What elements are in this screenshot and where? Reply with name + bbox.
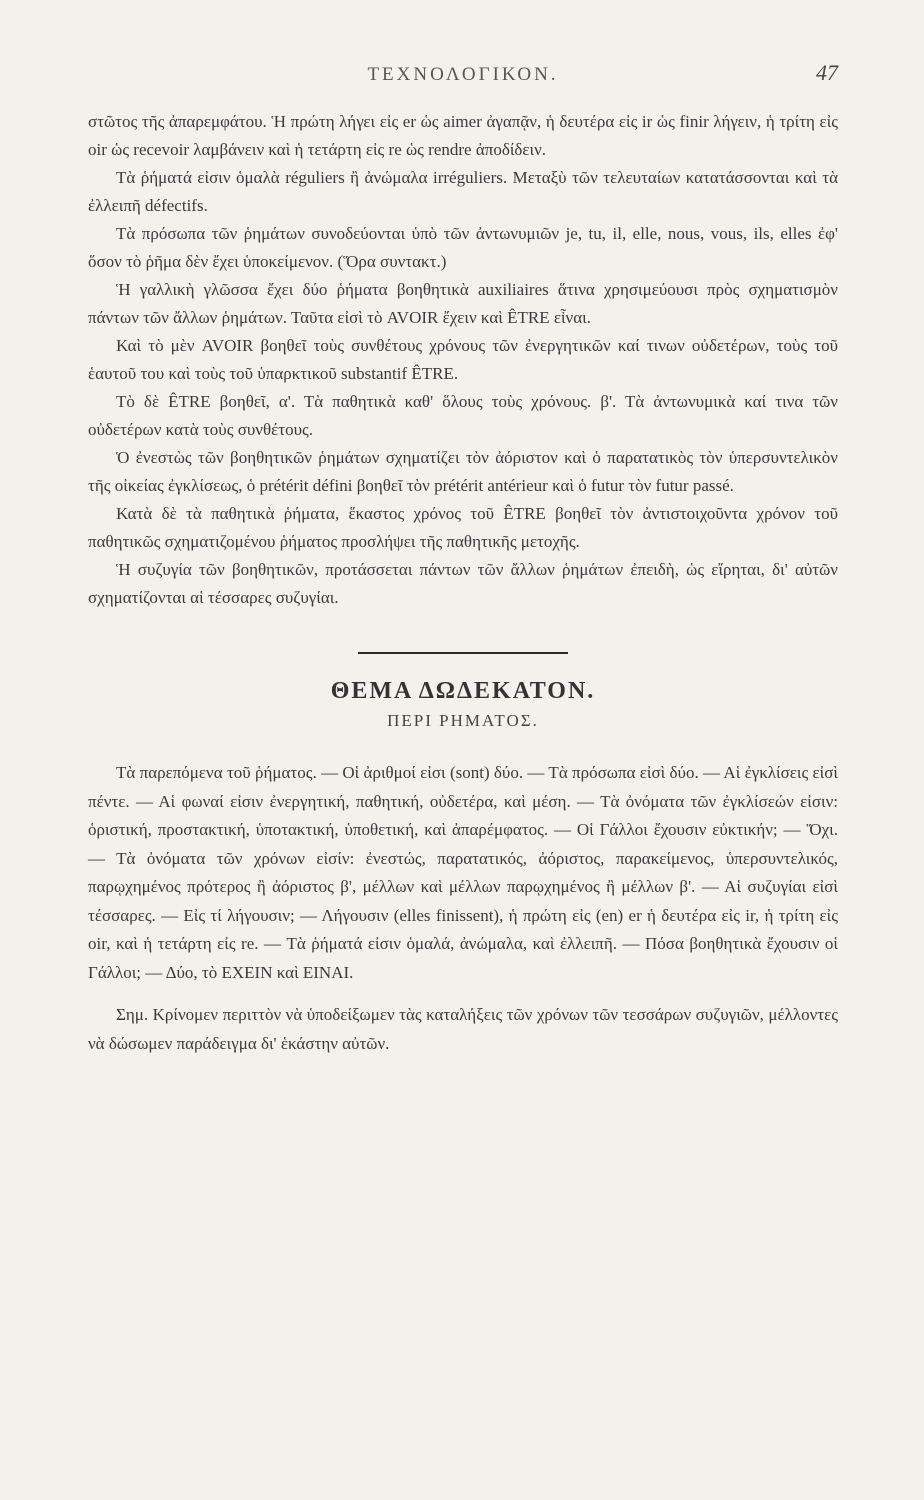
grammar-section <box>88 108 838 612</box>
paragraph: Ἡ γαλλικὴ γλῶσσα ἔχει δύο ῥήματα βοηθητικὰ auxiliaires ἅτινα χρησιμεύουσι πρὸς σχηματισμὸν πάντων τῶν ἄλλων ῥημάτων. Ταῦτα εἰσὶ τὸ AVOIR ἔχειν καὶ ÊTRE εἶναι. <box>88 280 838 327</box>
running-title: ΤΕΧΝΟΛΟΓΙΚΟΝ. <box>367 64 559 85</box>
section-divider <box>358 652 568 654</box>
paragraph: Τὸ δὲ ÊTRE βοηθεῖ, α'. Τὰ παθητικὰ καθ' ὅλους τοὺς χρόνους. β'. Τὰ ἀντωνυμικὰ καί τινα τῶν οὐδετέρων κατὰ τοὺς συνθέτους. <box>88 392 838 439</box>
paragraph: Τὰ πρόσωπα τῶν ῥημάτων συνοδεύονται ὑπὸ τῶν ἀντωνυμιῶν je, tu, il, elle, nous, vous, ils, elles ἐφ' ὅσον τὸ ῥῆμα δὲν ἔχει ὑποκείμενον. (Ὅρα συντακτ.) <box>88 224 838 271</box>
paragraph: Ἡ συζυγία τῶν βοηθητικῶν, προτάσσεται πάντων τῶν ἄλλων ῥημάτων ἐπειδὴ, ὡς εἴρηται, δι' αὐτῶν σχηματίζονται αἱ τέσσαρες συζυγίαι. <box>88 560 838 607</box>
page-number: 47 <box>816 60 838 85</box>
paragraph: Καὶ τὸ μὲν AVOIR βοηθεῖ τοὺς συνθέτους χρόνους τῶν ἐνεργητικῶν καί τινων οὐδετέρων, τοὺς τοῦ ἑαυτοῦ του καὶ τοὺς τοῦ ὑπαρκτικοῦ substantif ÊTRE. <box>88 336 838 383</box>
paragraph: στῶτος τῆς ἀπαρεμφάτου. Ἡ πρώτη λήγει εἰς er ὡς aimer ἀγαπᾷν, ἡ δευτέρα εἰς ir ὡς finir λήγειν, ἡ τρίτη εἰς oir ὡς recevoir λαμβάνειν καὶ ἡ τετάρτη εἰς re ὡς rendre ἀποδίδειν. <box>88 112 838 159</box>
lesson-title: ΘΕΜΑ ΔΩΔΕΚΑΤΟΝ. <box>330 678 596 704</box>
exercise-section <box>88 759 838 1058</box>
paragraph: Τὰ ῥήματά εἰσιν ὁμαλὰ réguliers ἢ ἀνώμαλα irréguliers. Μεταξὺ τῶν τελευταίων κατατάσσονται καὶ τὰ ἐλλειπῆ défectifs. <box>88 168 838 215</box>
lesson-subtitle: ΠΕΡΙ ΡΗΜΑΤΟΣ. <box>387 711 539 730</box>
exercise-text: Τὰ παρεπόμενα τοῦ ῥήματος. — Οἱ ἀριθμοί εἰσι (sont) δύο. — Τὰ πρόσωπα εἰσὶ δύο. — Αἱ ἐγκλίσεις εἰσὶ πέντε. — Αἱ φωναί εἰσιν ἐνεργητική, παθητική, οὐδετέρα, καὶ μέση. — Τὰ ὀνόματα τῶν ἐγκλίσεών εἰσιν: ὁριστική, προστακτική, ὑποτακτική, ὑποθετική, καὶ ἀπαρέμφατος. — Οἱ Γάλλοι ἔχουσιν εὐκτικήν; — Ὄχι. — Τὰ ὀνόματα τῶν χρόνων εἰσίν: ἐνεστώς, παρατατικός, ἀόριστος, παρακείμενος, ὑπερσυντελικός, παρῳχημένος πρότερος ἢ ἀόριστος β', μέλλων καὶ μέλλων παρῳχημένος ἢ μέλλων β'. — Αἱ συζυγίαι εἰσὶ τέσσαρες. — Εἰς τί λήγουσιν; — Λήγουσιν (elles finissent), ἡ πρώτη εἰς (en) er ἡ δευτέρα εἰς ir, ἡ τρίτη εἰς oir, καὶ ἡ τετάρτη εἰς re. — Τὰ ῥήματά εἰσιν ὁμαλά, ἀνώμαλα, καὶ ἐλλειπῆ. — Πόσα βοηθητικὰ ἔχουσιν οἱ Γάλλοι; — Δύο, τὸ ΕΧΕΙΝ καὶ ΕΙΝΑΙ. <box>88 763 838 982</box>
running-head <box>88 60 838 100</box>
footnote: Σημ. Κρίνομεν περιττὸν νὰ ὑποδείξωμεν τὰς καταλήξεις τῶν χρόνων τῶν τεσσάρων συζυγιῶν, μέλλοντες νὰ δώσωμεν παράδειγμα δι' ἑκάστην αὐτῶν. <box>88 1005 838 1053</box>
paragraph: Ὁ ἐνεστὼς τῶν βοηθητικῶν ῥημάτων σχηματίζει τὸν ἀόριστον καὶ ὁ παρατατικὸς τὸν ὑπερσυντελικὸν τῆς οἰκείας ἐγκλίσεως, ὁ prétérit défini βοηθεῖ τὸν prétérit antérieur καὶ ὁ futur τὸν futur passé. <box>88 448 838 495</box>
paragraph: Κατὰ δὲ τὰ παθητικὰ ῥήματα, ἕκαστος χρόνος τοῦ ÊTRE βοηθεῖ τὸν ἀντιστοιχοῦντα χρόνον τοῦ παθητικῶς σχηματιζομένου ῥήματος προσλήψει τῆς παθητικῆς μετοχῆς. <box>88 504 838 551</box>
